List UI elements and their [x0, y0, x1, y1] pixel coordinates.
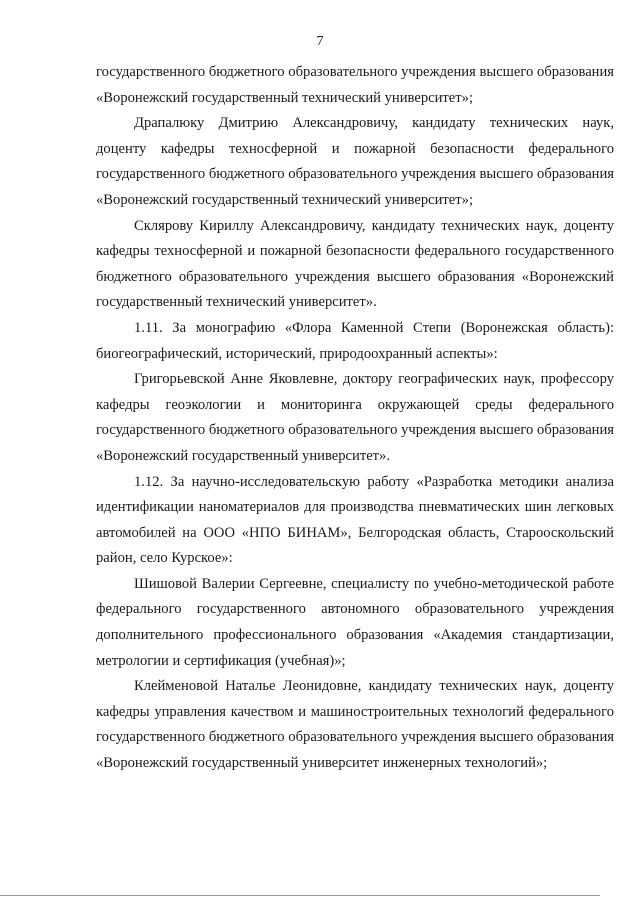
- document-body: [96, 60, 614, 777]
- bottom-divider: [0, 895, 600, 896]
- paragraph-item-1-12: 1.12. За научно-исследовательскую работу «Разработка методики анализа идентификации наноматериалов для производства пневматических шин легковых автомобилей на ООО «НПО БИНАМ», Белгородская область, Старооскольский район, село Курское»:: [96, 473, 614, 567]
- paragraph-grigorevskaya: Григорьевской Анне Яковлевне, доктору географических наук, профессору кафедры геоэкологии и мониторинга окружающей среды федерального государственного бюджетного образовательного учреждения высшего образования «Воронежский государственный университет».: [96, 371, 614, 464]
- paragraph-shishova: Шишовой Валерии Сергеевне, специалисту по учебно-методической работе федерального государственного автономного образовательного учреждения дополнительного профессионального образования «Академия стандартизации, метрологии и сертификация (учебная)»;: [96, 575, 614, 669]
- paragraph-drapalyuk: Драпалюку Дмитрию Александровичу, кандидату технических наук, доценту кафедры техносферной и пожарной безопасности федерального государственного бюджетного образовательного учреждения высшего образования «Воронежский государственный технический университет»;: [96, 115, 614, 208]
- paragraph-sklyarov: Склярову Кириллу Александровичу, кандидату технических наук, доценту кафедры техносферной и пожарной безопасности федерального государственного бюджетного образовательного учреждения высшего образования «Воронежский государственный технический университет».: [96, 217, 614, 311]
- paragraph-continuation: государственного бюджетного образовательного учреждения высшего образования «Воронежский государственный технический университет»;: [96, 64, 614, 106]
- paragraph-item-1-11: 1.11. За монографию «Флора Каменной Степи (Воронежская область): биогеографический, исторический, природоохранный аспекты»:: [96, 319, 614, 362]
- paragraph-kleymenova: Клейменовой Наталье Леонидовне, кандидату технических наук, доценту кафедры управления качеством и машиностроительных технологий федерального государственного бюджетного образовательного учреждения высшего образования «Воронежский государственный университет инженерных технологий»;: [96, 678, 614, 772]
- page-number: 7: [316, 34, 324, 49]
